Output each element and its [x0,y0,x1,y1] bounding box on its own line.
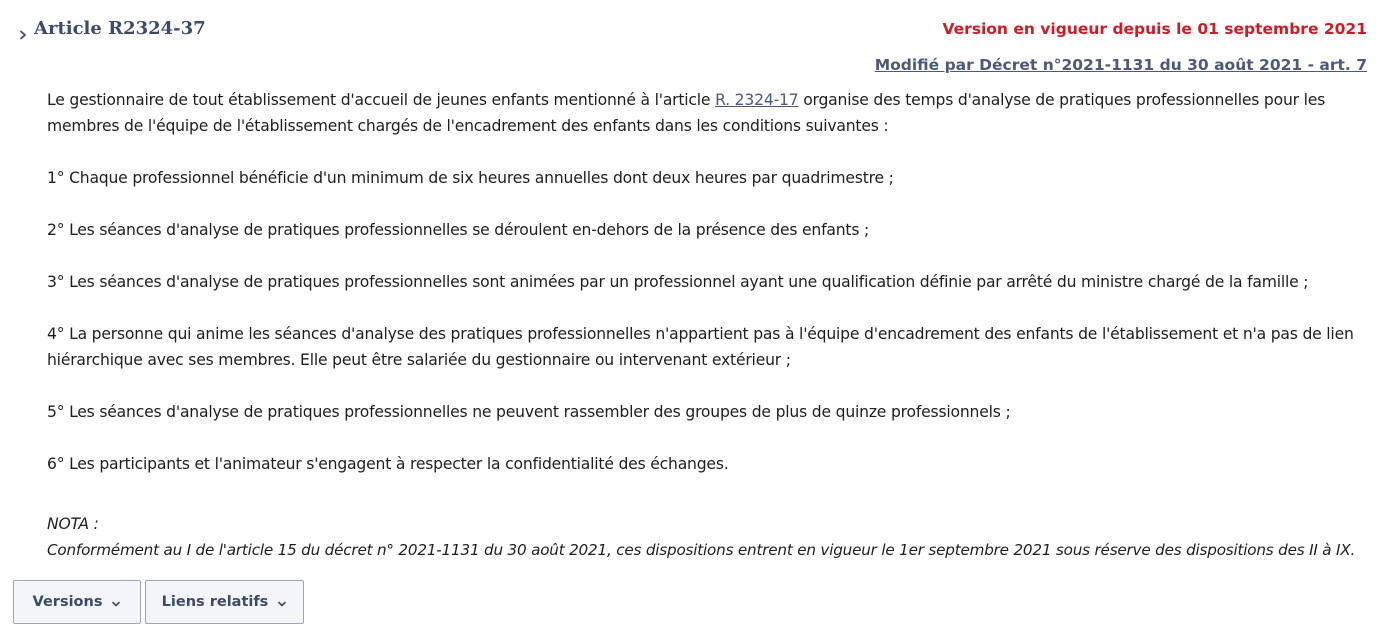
chevron-down-icon [111,597,121,607]
article-header[interactable] [18,18,206,39]
version-status: Version en vigueur depuis le 01 septembre 2021 [942,20,1367,38]
intro-text-after: organise des temps d'analyse de pratiques professionnelles pour les membres de l'équipe de l'établissement chargés de l'encadrement des enfants dans les conditions suivantes : [47,91,1326,135]
article-title: Article R2324-37 [34,18,206,39]
article-reference-link[interactable]: R. 2324-17 [715,91,799,109]
related-links-label: Liens relatifs [161,594,269,610]
list-item: 6° Les participants et l'animateur s'engagent à respecter la confidentialité des échanges. [47,455,729,473]
related-links-button[interactable] [145,580,304,624]
chevron-down-icon [277,597,287,607]
intro-text-before: Le gestionnaire de tout établissement d'accueil de jeunes enfants mentionné à l'article [47,91,716,109]
intro-paragraph [47,87,1372,139]
versions-button[interactable] [13,580,141,624]
modified-by-link[interactable]: Modifié par Décret n°2021-1131 du 30 août 2021 - art. 7 [874,56,1367,74]
list-item: 1° Chaque professionnel bénéficie d'un minimum de six heures annuelles dont deux heures par quadrimestre ; [47,169,894,187]
list-item: 5° Les séances d'analyse de pratiques professionnelles ne peuvent rassembler des groupes de plus de quinze professionnels ; [47,403,1011,421]
list-item: 2° Les séances d'analyse de pratiques professionnelles se déroulent en-dehors de la présence des enfants ; [47,221,870,239]
nota-text: Conformément au I de l'article 15 du décret n° 2021-1131 du 30 août 2021, ces dispositions entrent en vigueur le 1er septembre 2021 sous réserve des dispositions des II à IX. [47,541,1356,559]
list-item: 4° La personne qui anime les séances d'analyse des pratiques professionnelles n'appartient pas à l'équipe d'encadrement des enfants de l'établissement et n'a pas de lien hiérarchique avec ses membres. Elle peut être salariée du gestionnaire ou intervenant extérieur ; [47,325,1354,369]
list-item: 3° Les séances d'analyse de pratiques professionnelles sont animées par un professionnel ayant une qualification définie par arrêté du ministre chargé de la famille ; [47,273,1309,291]
versions-label: Versions [32,594,103,610]
chevron-right-icon [18,24,28,34]
nota-label: NOTA : [47,515,99,533]
